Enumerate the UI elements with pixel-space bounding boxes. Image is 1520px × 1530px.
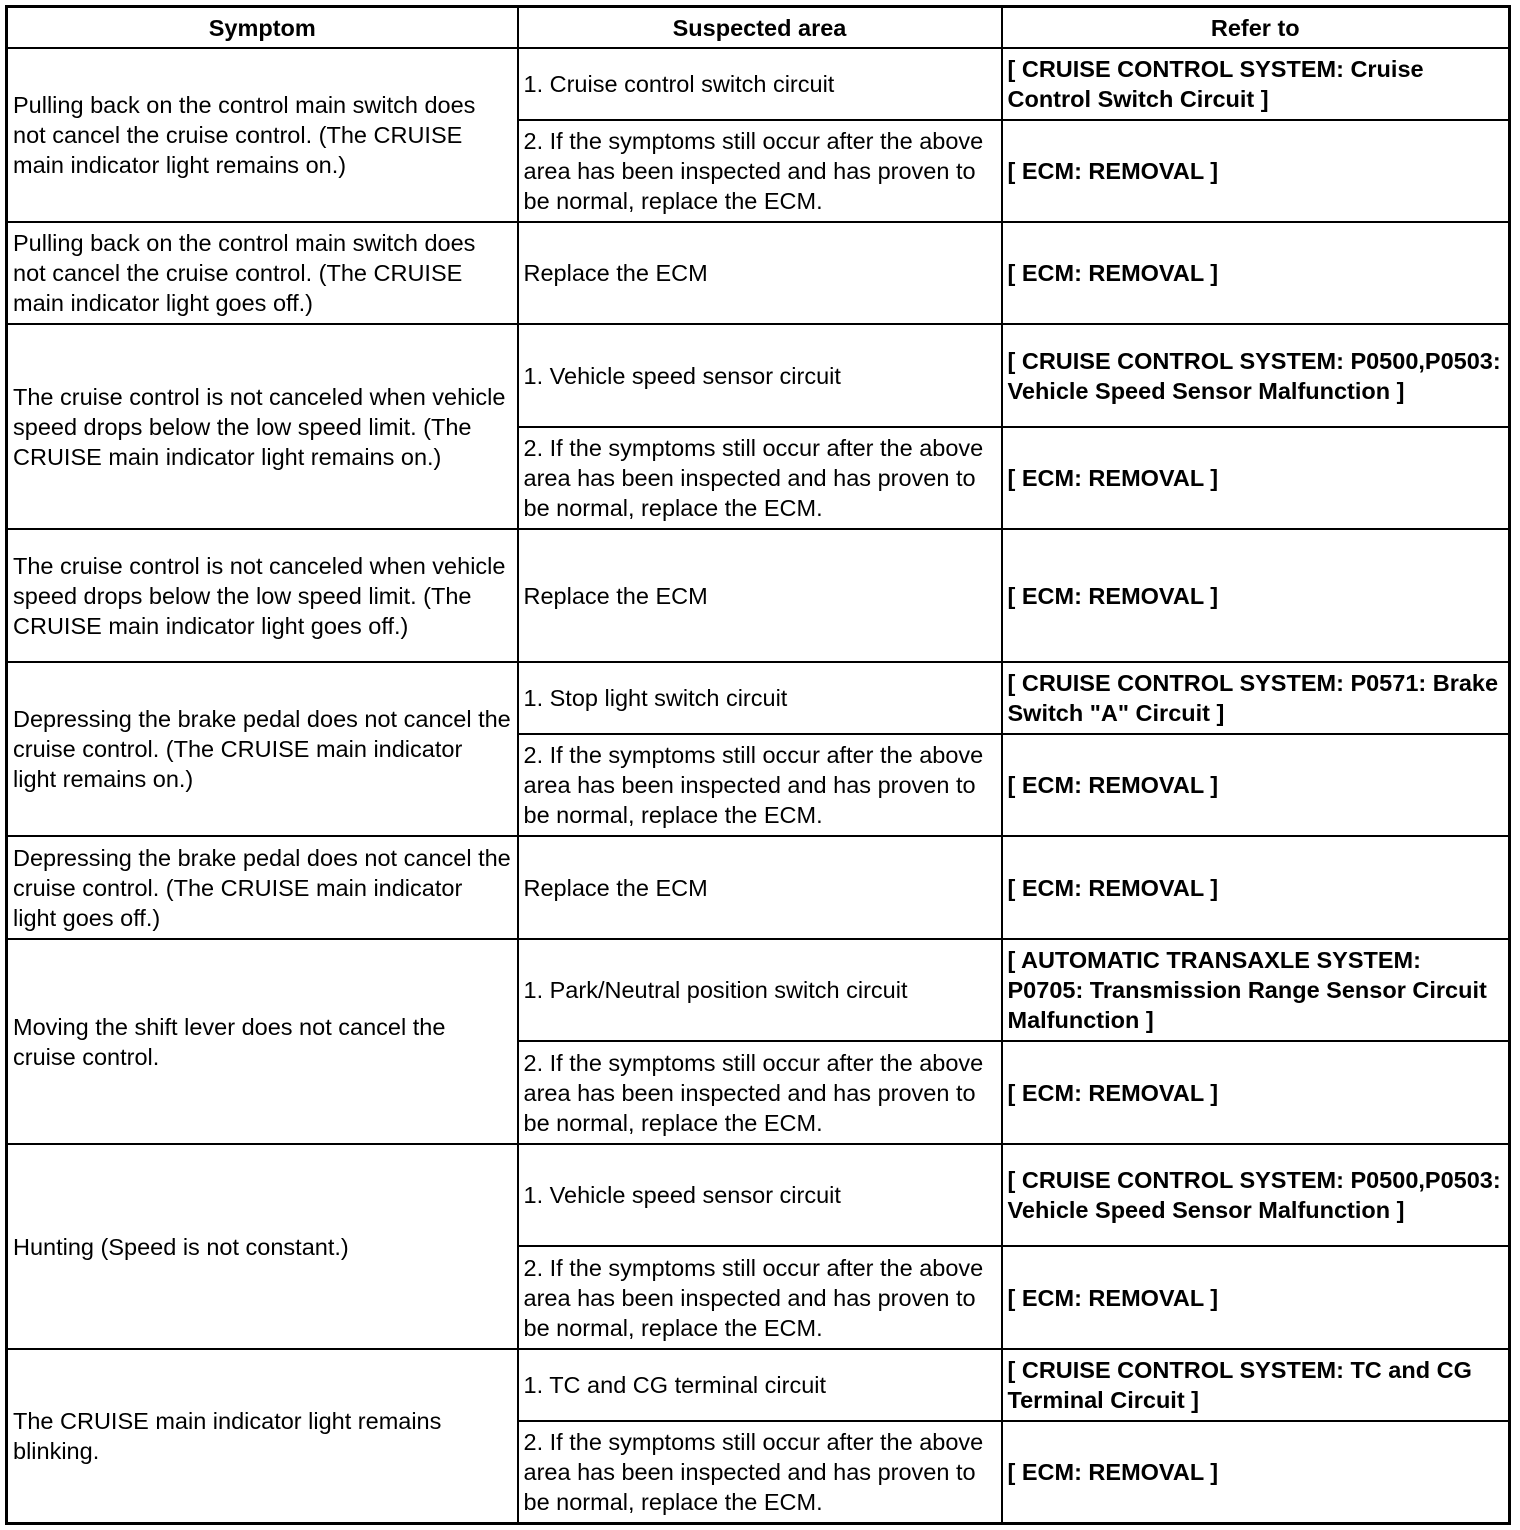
refer-to-cell: [ ECM: REMOVAL ] (1002, 836, 1510, 939)
refer-to-cell: [ CRUISE CONTROL SYSTEM: TC and CG Terminal Circuit ] (1002, 1349, 1510, 1421)
suspected-area-cell: 2. If the symptoms still occur after the above area has been inspected and has proven to be normal, replace the ECM. (518, 734, 1002, 836)
refer-to-cell: [ ECM: REMOVAL ] (1002, 222, 1510, 324)
header-row (7, 7, 1510, 49)
symptom-cell: Depressing the brake pedal does not cancel the cruise control. (The CRUISE main indicator light remains on.) (7, 662, 518, 836)
table-row (7, 48, 1510, 120)
suspected-area-cell: 2. If the symptoms still occur after the above area has been inspected and has proven to be normal, replace the ECM. (518, 1246, 1002, 1349)
table-row (7, 324, 1510, 427)
refer-to-cell: [ ECM: REMOVAL ] (1002, 427, 1510, 529)
suspected-area-cell: 1. Vehicle speed sensor circuit (518, 1144, 1002, 1246)
symptom-cell: Pulling back on the control main switch does not cancel the cruise control. (The CRUISE main indicator light goes off.) (7, 222, 518, 324)
refer-to-cell: [ ECM: REMOVAL ] (1002, 1246, 1510, 1349)
refer-to-cell: [ AUTOMATIC TRANSAXLE SYSTEM: P0705: Transmission Range Sensor Circuit Malfunction ] (1002, 939, 1510, 1041)
symptom-cell: Moving the shift lever does not cancel the cruise control. (7, 939, 518, 1144)
symptom-cell: Depressing the brake pedal does not cancel the cruise control. (The CRUISE main indicator light goes off.) (7, 836, 518, 939)
refer-to-cell: [ ECM: REMOVAL ] (1002, 734, 1510, 836)
refer-to-cell: [ CRUISE CONTROL SYSTEM: P0500,P0503: Vehicle Speed Sensor Malfunction ] (1002, 324, 1510, 427)
symptom-cell: The cruise control is not canceled when vehicle speed drops below the low speed limit. (The CRUISE main indicator light goes off.) (7, 529, 518, 662)
suspected-area-cell: 2. If the symptoms still occur after the above area has been inspected and has proven to be normal, replace the ECM. (518, 1421, 1002, 1523)
header-symptom: Symptom (7, 7, 518, 49)
suspected-area-cell: Replace the ECM (518, 836, 1002, 939)
refer-to-cell: [ ECM: REMOVAL ] (1002, 120, 1510, 222)
header-refer-to: Refer to (1002, 7, 1510, 49)
table-row (7, 836, 1510, 939)
refer-to-cell: [ CRUISE CONTROL SYSTEM: Cruise Control Switch Circuit ] (1002, 48, 1510, 120)
table-row (7, 529, 1510, 662)
table-row (7, 222, 1510, 324)
symptom-cell: The cruise control is not canceled when vehicle speed drops below the low speed limit. (The CRUISE main indicator light remains on.) (7, 324, 518, 529)
symptom-table (5, 5, 1511, 1525)
suspected-area-cell: 1. Park/Neutral position switch circuit (518, 939, 1002, 1041)
refer-to-cell: [ ECM: REMOVAL ] (1002, 1421, 1510, 1523)
symptom-cell: Hunting (Speed is not constant.) (7, 1144, 518, 1349)
suspected-area-cell: 2. If the symptoms still occur after the above area has been inspected and has proven to be normal, replace the ECM. (518, 427, 1002, 529)
suspected-area-cell: 2. If the symptoms still occur after the above area has been inspected and has proven to be normal, replace the ECM. (518, 1041, 1002, 1144)
suspected-area-cell: Replace the ECM (518, 222, 1002, 324)
suspected-area-cell: 1. Vehicle speed sensor circuit (518, 324, 1002, 427)
table-row (7, 1144, 1510, 1246)
refer-to-cell: [ ECM: REMOVAL ] (1002, 1041, 1510, 1144)
header-suspected-area: Suspected area (518, 7, 1002, 49)
symptom-cell: Pulling back on the control main switch does not cancel the cruise control. (The CRUISE main indicator light remains on.) (7, 48, 518, 222)
table-body (7, 48, 1510, 1523)
table-row (7, 662, 1510, 734)
suspected-area-cell: 1. Cruise control switch circuit (518, 48, 1002, 120)
refer-to-cell: [ CRUISE CONTROL SYSTEM: P0571: Brake Switch "A" Circuit ] (1002, 662, 1510, 734)
table-header (7, 7, 1510, 49)
suspected-area-cell: 1. Stop light switch circuit (518, 662, 1002, 734)
suspected-area-cell: Replace the ECM (518, 529, 1002, 662)
refer-to-cell: [ CRUISE CONTROL SYSTEM: P0500,P0503: Vehicle Speed Sensor Malfunction ] (1002, 1144, 1510, 1246)
table-row (7, 939, 1510, 1041)
refer-to-cell: [ ECM: REMOVAL ] (1002, 529, 1510, 662)
symptom-cell: The CRUISE main indicator light remains blinking. (7, 1349, 518, 1523)
suspected-area-cell: 2. If the symptoms still occur after the above area has been inspected and has proven to be normal, replace the ECM. (518, 120, 1002, 222)
table-row (7, 1349, 1510, 1421)
suspected-area-cell: 1. TC and CG terminal circuit (518, 1349, 1002, 1421)
